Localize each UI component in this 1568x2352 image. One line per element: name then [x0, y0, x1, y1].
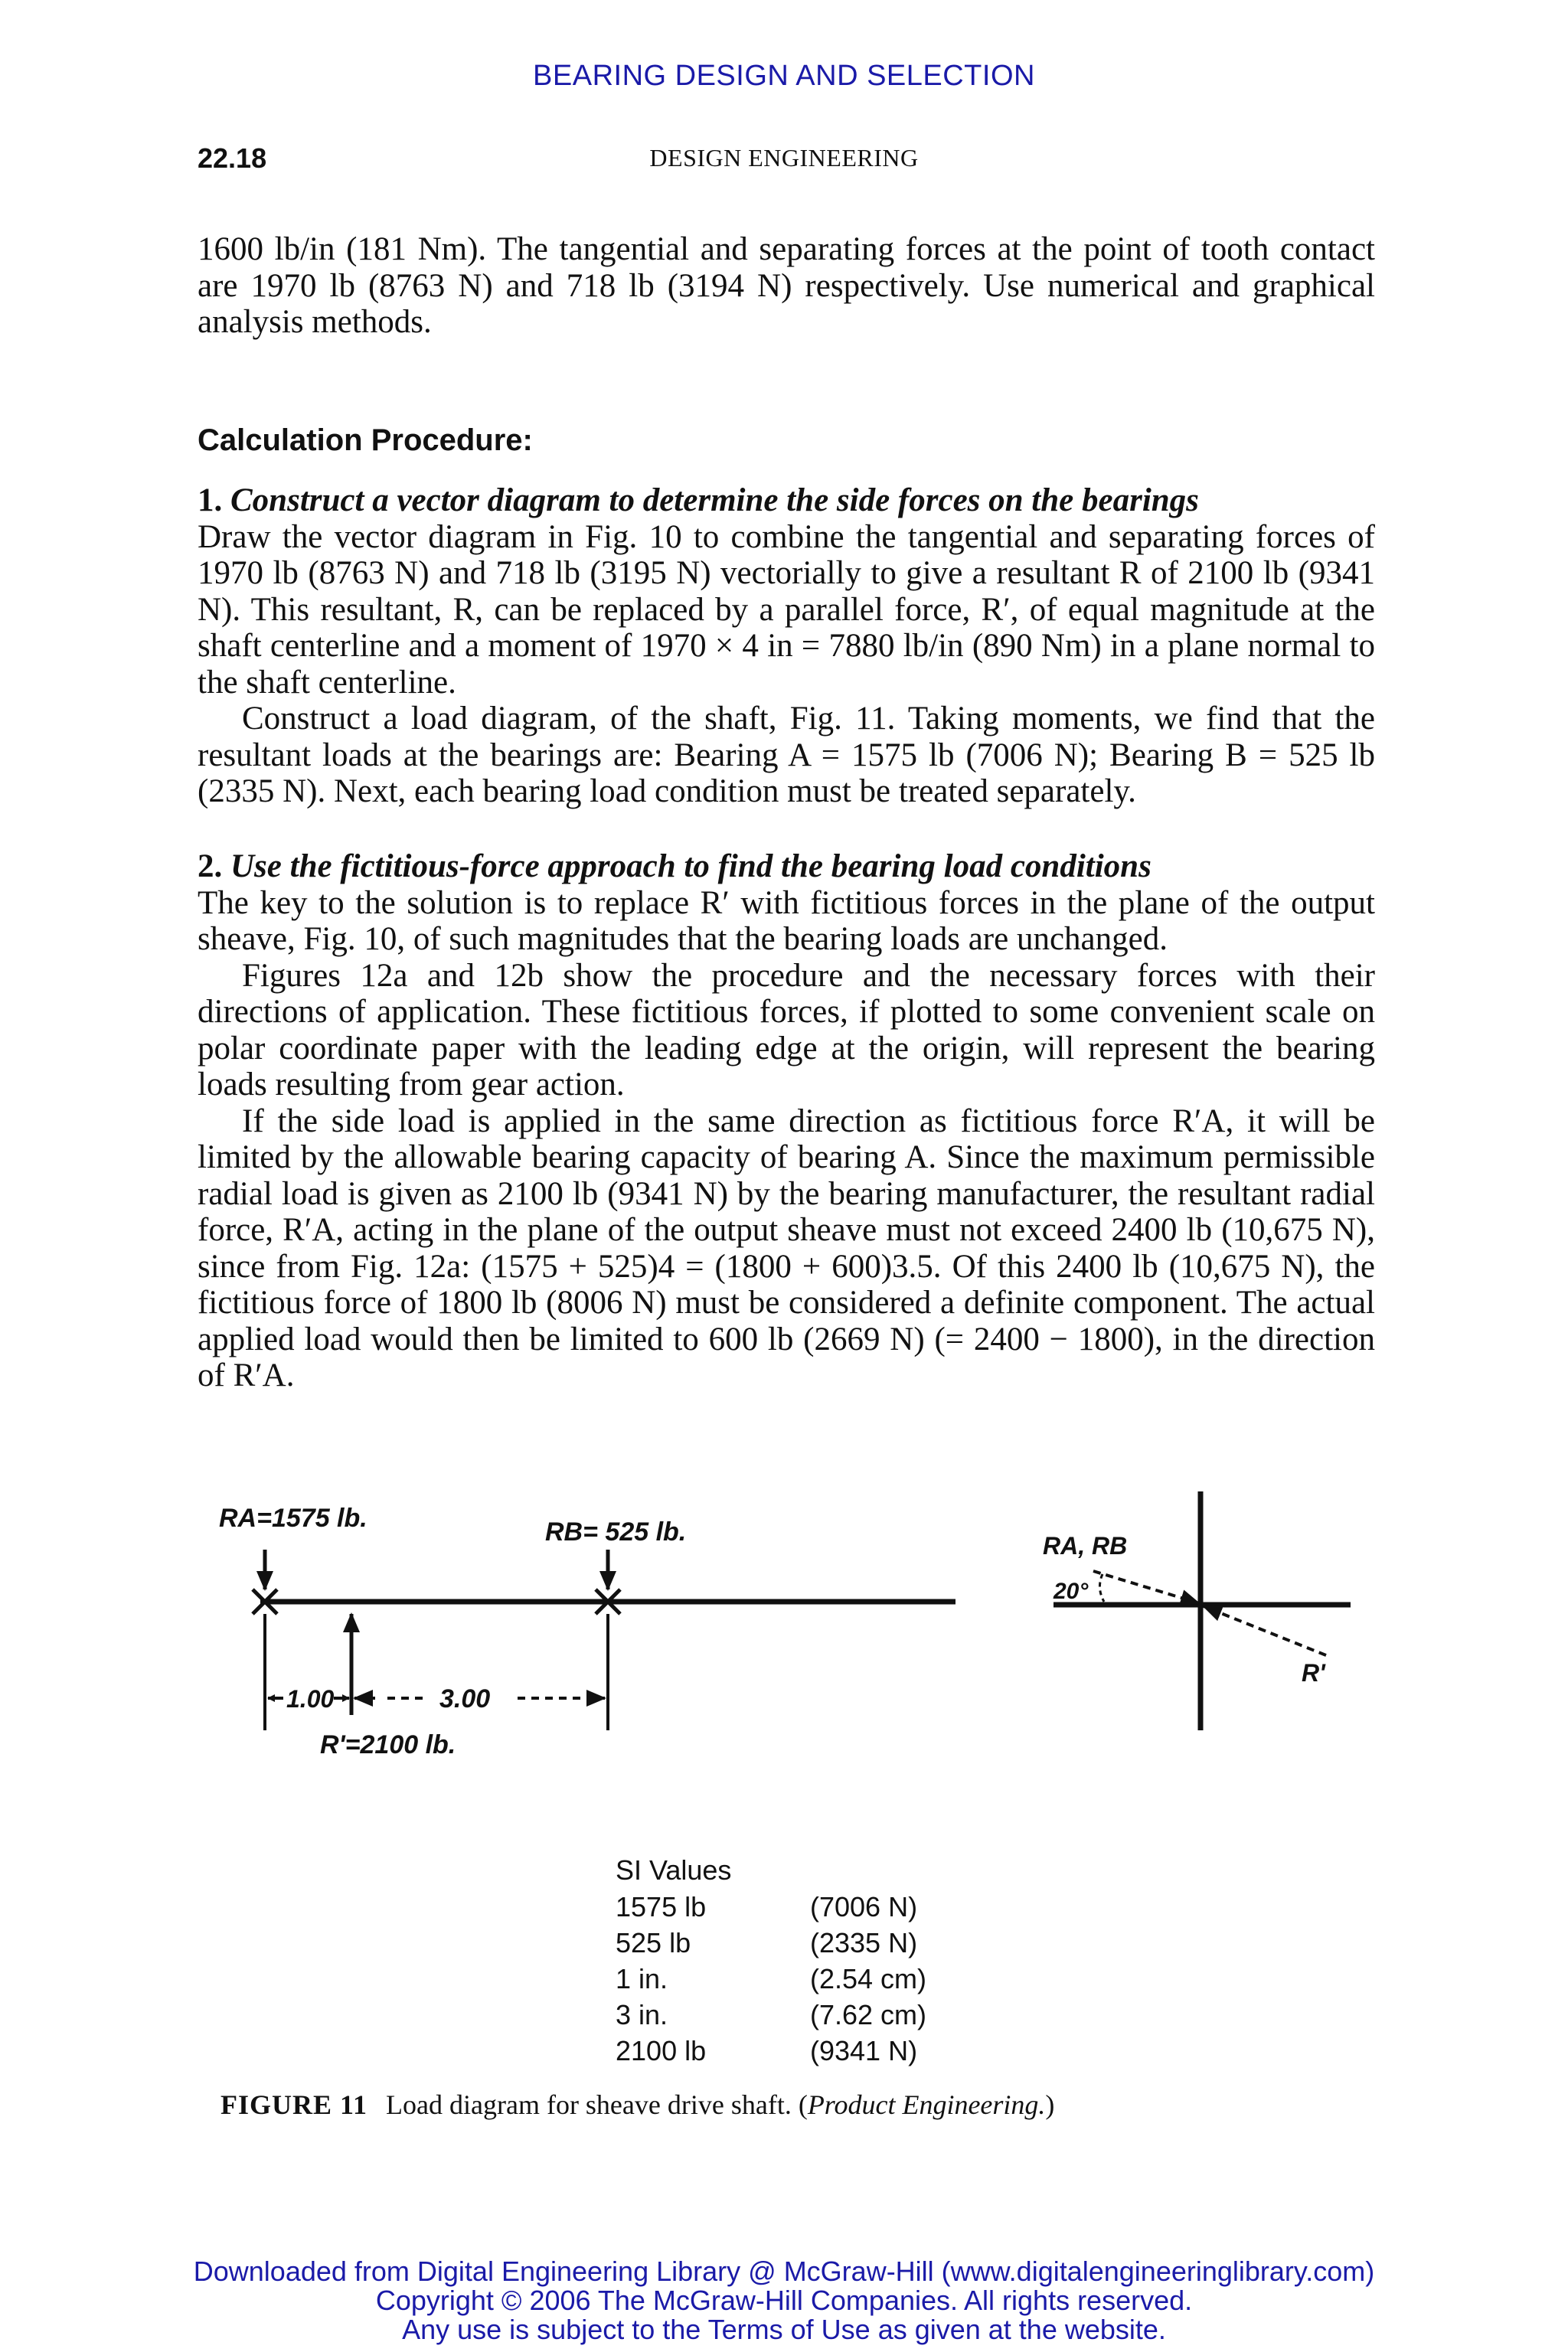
vector-rprime	[1204, 1606, 1326, 1655]
si-row-us-value: 525 lb	[616, 1927, 691, 1958]
footer-line-2: Copyright © 2006 The McGraw-Hill Companies. All rights reserved.	[375, 2285, 1193, 2316]
step1-title: Construct a vector diagram to determine the side forces on the bearings	[230, 482, 1199, 518]
step2-para3: If the side load is applied in the same direction as fictitious force R′A, it will be limited by the allowable bearing capacity of bearing A. Since the maximum permissible radial load is given as 2100 lb (9341 N) by the bearing manufacturer, the resultant radial force, R′A, acting in the plane of the output sheave must not exceed 2400 lb (10,675 N), since from Fig. 12a: (1575 + 525)4 = (1800 + 600)3.5. Of this 2400 lb (10,675 N), the fictitious force of 1800 lb (8006 N) must be considered a definite component. The actual applied load would then be limited to 600 lb (2669 N) (= 2400 − 1800), in the direction of R′A.	[198, 1102, 1375, 1393]
label-rprime: R'=2100 lb.	[320, 1730, 456, 1759]
si-row-si-value: (2335 N)	[810, 1927, 918, 1958]
banner-title: BEARING DESIGN AND SELECTION	[533, 60, 1035, 92]
caption-label: FIGURE 11	[220, 2089, 368, 2120]
page-number: 22.18	[198, 142, 267, 174]
caption-source: Product Engineering.	[807, 2089, 1046, 2120]
section-heading: Calculation Procedure:	[198, 423, 533, 457]
si-table-title: SI Values	[616, 1854, 732, 1886]
label-ra: RA=1575 lb.	[219, 1504, 368, 1533]
caption-text: Load diagram for sheave drive shaft. (	[386, 2089, 808, 2120]
si-row-us-value: 2100 lb	[616, 2035, 707, 2066]
si-row-si-value: (7006 N)	[810, 1891, 918, 1922]
si-row-si-value: (2.54 cm)	[810, 1963, 927, 1994]
step2-para2: Figures 12a and 12b show the procedure and the necessary forces with their directions of application. These fictitious forces, if plotted to some convenient scale on polar coordinate paper with the leading edge at the origin, will represent the bearing loads resulting from gear action.	[198, 957, 1375, 1102]
footer-line-3: Any use is subject to the Terms of Use as given at the website.	[402, 2314, 1166, 2345]
running-head: DESIGN ENGINEERING	[649, 144, 919, 172]
label-dim-1: 1.00	[286, 1685, 335, 1713]
step1-number: 1.	[198, 482, 223, 518]
label-vector-ra-rb: RA, RB	[1043, 1532, 1128, 1560]
si-row-si-value: (9341 N)	[810, 2035, 918, 2066]
step2-title: Use the fictitious-force approach to find the bearing load conditions	[230, 848, 1152, 884]
caption-close: )	[1045, 2089, 1055, 2120]
si-row-us-value: 1575 lb	[616, 1891, 707, 1922]
label-rb: RB= 525 lb.	[545, 1517, 687, 1547]
label-dim-3: 3.00	[439, 1684, 491, 1713]
step2-number: 2.	[198, 848, 223, 884]
label-angle: 20°	[1054, 1579, 1089, 1604]
step1-para2: Construct a load diagram, of the shaft, Fig. 11. Taking moments, we find that the resultant loads at the bearings are: Bearing A = 1575 lb (7006 N); Bearing B = 525 lb (2335 N). Next, each bearing load condition must be treated separately.	[198, 701, 1375, 809]
footer-line-1: Downloaded from Digital Engineering Library @ McGraw-Hill (www.digitalengineeringlibrary.com)	[193, 2256, 1375, 2287]
label-vector-rprime: R'	[1302, 1659, 1325, 1687]
angle-arc	[1099, 1574, 1104, 1602]
vector-ra-rb	[1093, 1571, 1199, 1603]
si-row-us-value: 3 in.	[616, 1999, 668, 2030]
si-row-us-value: 1 in.	[616, 1963, 668, 1994]
footer	[0, 2257, 1568, 2344]
step2-para1: The key to the solution is to replace R′ with fictitious forces in the plane of the output sheave, Fig. 10, of such magnitudes that the bearing loads are unchanged.	[198, 884, 1375, 957]
step1-para1: Draw the vector diagram in Fig. 10 to combine the tangential and separating forces of 1970 lb (8763 N) and 718 lb (3195 N) vectorially to give a resultant R of 2100 lb (9341 N). This resultant, R, can be replaced by a parallel force, R′, of equal magnitude at the shaft centerline and a moment of 1970 × 4 in = 7880 lb/in (890 Nm) in a plane normal to the shaft centerline.	[198, 518, 1375, 701]
si-row-si-value: (7.62 cm)	[810, 1999, 927, 2030]
figure-caption	[220, 2089, 1054, 2121]
intro-text: 1600 lb/in (181 Nm). The tangential and separating forces at the point of tooth contact are 1970 lb (8763 N) and 718 lb (3194 N) respectively. Use numerical and graphical analysis methods.	[198, 231, 1375, 340]
